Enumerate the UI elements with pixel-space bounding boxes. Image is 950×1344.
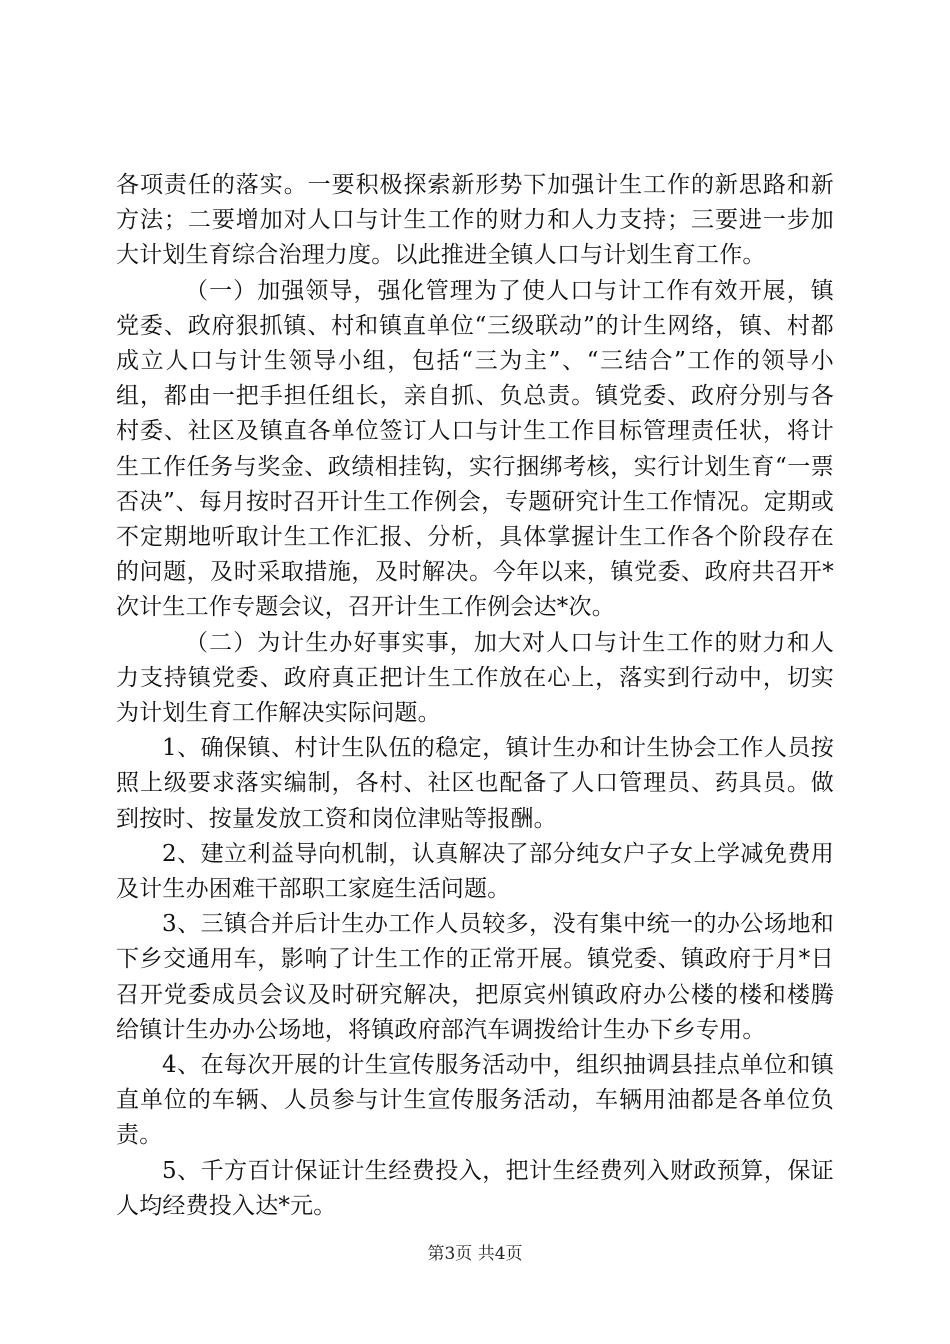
paragraph-5: 2、建立利益导向机制，认真解决了部分纯女户子女上学减免费用及计生办困难干部职工家庭生活问题。 <box>116 840 834 903</box>
paragraph-2: （一）加强领导，强化管理为了使人口与计工作有效开展，镇党委、政府狠抓镇、村和镇直单位“三级联动”的计生网络，镇、村都成立人口与计生领导小组，包括“三为主”、“三结合”工作的领导小组，都由一把手担任组长，亲自抓、负总责。镇党委、政府分别与各村委、社区及镇直各单位签订人口与计生工作目标管理责任状，将计生工作任务与奖金、政绩相挂钩，实行捆绑考核，实行计划生育“一票否决”、每月按时召开计生工作例会，专题研究计生工作情况。定期或不定期地听取计生工作汇报、分析，具体掌握计生工作各个阶段存在的问题，及时采取措施，及时解决。今年以来，镇党委、政府共召开*次计生工作专题会议，召开计生工作例会达*次。 <box>116 277 834 621</box>
document-body <box>116 168 834 1224</box>
paragraph-6: 3、三镇合并后计生办工作人员较多，没有集中统一的办公场地和下乡交通用车，影响了计生工作的正常开展。镇党委、镇政府于月*日召开党委成员会议及时研究解决，把原宾州镇政府办公楼的楼和楼腾给镇计生办办公场地，将镇政府部汽车调拨给计生办下乡专用。 <box>116 911 834 1043</box>
paragraph-3: （二）为计生办好事实事，加大对人口与计生工作的财力和人力支持镇党委、政府真正把计生工作放在心上，落实到行动中，切实为计划生育工作解决实际问题。 <box>116 629 834 727</box>
paragraph-1: 各项责任的落实。一要积极探索新形势下加强计生工作的新思路和新方法；二要增加对人口与计生工作的财力和人力支持；三要进一步加大计划生育综合治理力度。以此推进全镇人口与计划生育工作。 <box>116 172 834 269</box>
page-footer <box>0 1243 950 1265</box>
paragraph-7: 4、在每次开展的计生宣传服务活动中，组织抽调县挂点单位和镇直单位的车辆、人员参与计生宣传服务活动，车辆用油都是各单位负责。 <box>116 1052 834 1149</box>
paragraph-8: 5、千方百计保证计生经费投入，把计生经费列入财政预算，保证人均经费投入达*元。 <box>116 1157 834 1219</box>
paragraph-4: 1、确保镇、村计生队伍的稳定，镇计生办和计生协会工作人员按照上级要求落实编制，各村、社区也配备了人口管理员、药具员。做到按时、按量发放工资和岗位津贴等报酬。 <box>116 735 834 832</box>
page-number: 第3页 共4页 <box>427 1244 523 1264</box>
